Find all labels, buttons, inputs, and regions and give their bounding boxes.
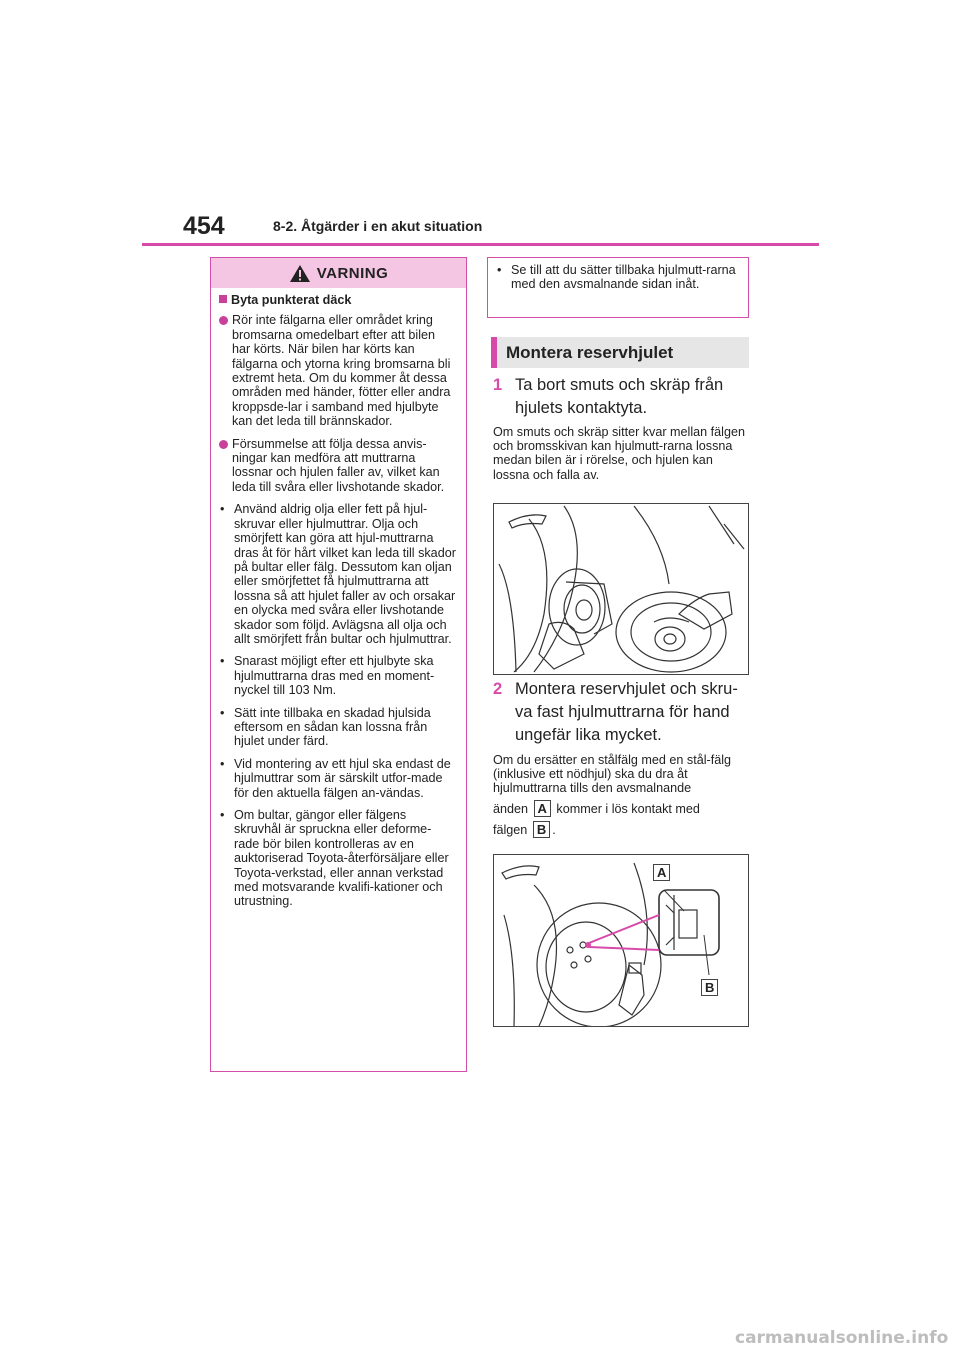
figure-clean-hub bbox=[493, 503, 749, 675]
paragraph-1: Om smuts och skräp sitter kvar mellan fälgen och bromsskivan kan hjulmutt-rarna lossna medan bilen är i rörelse, och hjulen kan lossna och falla av. bbox=[493, 425, 745, 482]
section-title: 8-2. Åtgärder i en akut situation bbox=[273, 218, 483, 234]
square-bullet-icon bbox=[219, 295, 227, 303]
warning-triangle-icon bbox=[289, 264, 311, 283]
warning-item: Rör inte fälgarna eller området kring bromsarna omedelbart efter att bilen har körts. När bilen har körts kan fälgarna och ytorna kring bromsarna bli extremt heta. Om du kommer åt dessa områden med händer, fötter eller andra kroppsde-lar i samband med hjulbyte kan det leda till brännskador. bbox=[219, 313, 456, 428]
wheel-mounting-illustration bbox=[494, 855, 748, 1026]
warning-bullet: • Sätt inte tillbaka en skadad hjulsida eftersom en sådan kan lossna från hjulet under färd. bbox=[220, 705, 431, 749]
footer-watermark: carmanualsonline.info bbox=[735, 1328, 949, 1348]
warning-item: Försummelse att följa dessa anvis-ningar kan medföra att muttrarna lossnar och hjulen faller av, vilket kan leda till svåra eller livshotande skador. bbox=[219, 437, 456, 495]
warning-bullet: • Vid montering av ett hjul ska endast de hjulmuttrar som är särskilt utfor-made för den aktuella fälgen an-vändas. bbox=[220, 756, 451, 800]
note-box: • Se till att du sätter tillbaka hjulmutt-rarna med den avsmalnande sidan inåt. bbox=[487, 257, 749, 318]
figure-mount-spare bbox=[493, 854, 749, 1027]
warning-bullet: • Använd aldrig olja eller fett på hjul-skruvar eller hjulmuttrar. Olja och smörjfett kan göra att hjul-muttrarna dras åt för hårt vilket kan leda till skador på bultar eller fälg. Dessutom kan oljan eller smörjfettet få hjulmuttrarna att lossna så att hjulet faller av och orsakar en olycka med svåra eller livshotande skador som följd. Avlägsna all olja och allt smörjfett från bultar och hjulmuttrar. bbox=[220, 502, 456, 646]
callout-b: B bbox=[701, 979, 718, 996]
warning-box bbox=[210, 257, 467, 1072]
section-heading: Montera reservhjulet bbox=[491, 337, 749, 368]
paragraph-2: Om du ersätter en stålfälg med en stål-fälg (inklusive ett nödhjul) ska du dra åt hjulmuttrarna tills den avsmalnande änden A kommer i lös kontakt med fälgen B . bbox=[493, 753, 731, 837]
page-number: 454 bbox=[183, 212, 225, 240]
warning-bullet: • Om bultar, gängor eller fälgens skruvhål är spruckna eller deforme-rade bör bilen kontrolleras av en auktoriserad Toyota-återförsäljare eller Toyota-verkstad, eller annan verkstad med motsvarande kvalifi-kationer och utrustning. bbox=[220, 808, 449, 909]
label-a-box: A bbox=[534, 800, 551, 817]
step-1: 1 Ta bort smuts och skräp från hjulets kontaktyta. bbox=[493, 376, 724, 417]
warning-bullet: • Snarast möjligt efter ett hjulbyte ska hjulmuttrarna dras med en moment-nyckel till 103 Nm. bbox=[220, 654, 435, 698]
wheel-cleaning-illustration bbox=[494, 504, 748, 674]
circle-bullet-icon bbox=[219, 440, 228, 449]
warning-title: VARNING bbox=[316, 264, 389, 282]
header-rule bbox=[142, 243, 819, 246]
circle-bullet-icon bbox=[219, 316, 228, 325]
step-2: 2 Montera reservhjulet och skru-va fast hjulmuttrarna för hand ungefär lika mycket. bbox=[493, 680, 738, 744]
warning-subheading: Byta punkterat däck bbox=[219, 293, 456, 307]
warning-header bbox=[211, 258, 466, 288]
label-b-box: B bbox=[533, 821, 550, 838]
callout-a: A bbox=[653, 864, 670, 881]
